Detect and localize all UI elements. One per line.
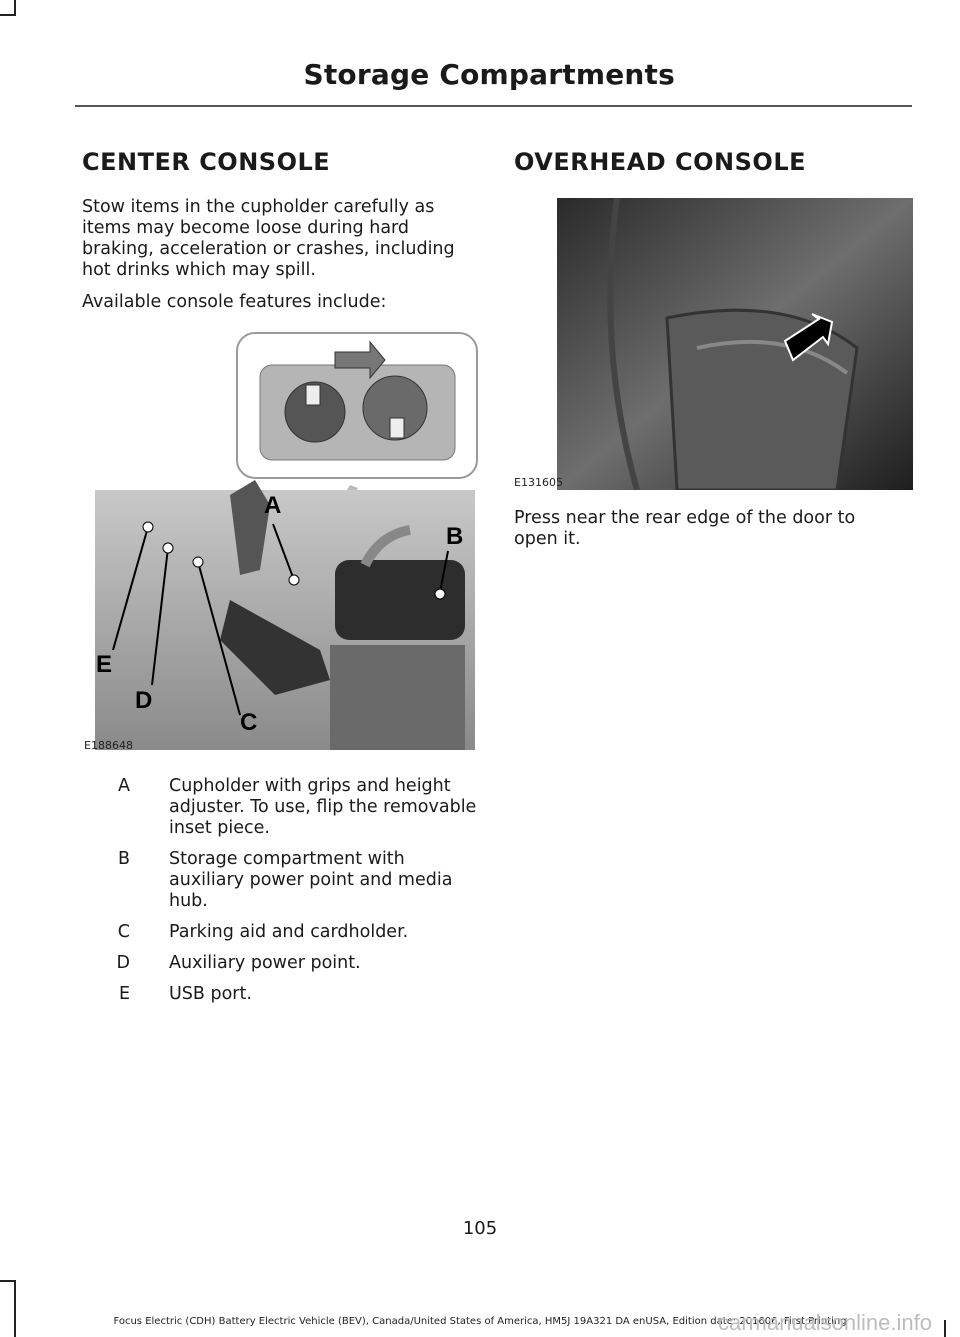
callout-dot-c: [193, 557, 203, 567]
callout-c: C: [240, 709, 258, 736]
page-number: 105: [462, 1218, 498, 1239]
features-intro: Available console features include:: [82, 292, 387, 312]
overhead-console-heading: OVERHEAD CONSOLE: [514, 148, 807, 176]
legend-text: USB port.: [169, 984, 252, 1004]
callout-dot-b: [435, 589, 445, 599]
callout-a: A: [264, 492, 282, 519]
legend-key: B: [117, 849, 130, 869]
console-front: [330, 645, 465, 750]
legend-text: Cupholder with grips and height adjuster. To use, flip the removable inset piece.: [169, 776, 477, 838]
center-console-intro: Stow items in the cupholder carefully as items may become loose during hard braking, acceleration or crashes, including hot drinks which may spill.: [82, 197, 455, 280]
legend-row-e: [100, 984, 480, 1005]
crop-mark: [14, 1280, 16, 1337]
callout-d: D: [135, 687, 153, 714]
callout-b: B: [446, 523, 464, 550]
legend-key: C: [117, 922, 130, 942]
legend-row-d: [100, 953, 480, 974]
overhead-console-figure-id: E131605: [514, 476, 563, 489]
crop-mark: [0, 14, 16, 16]
down-arrow-icon: [390, 418, 404, 438]
legend-row-a: [100, 776, 480, 839]
legend-text: Storage compartment with auxiliary power point and media hub.: [169, 849, 453, 911]
overhead-console-photo: [557, 198, 913, 490]
center-console-illustration: [80, 330, 480, 755]
callout-dot-d: [163, 543, 173, 553]
page-footer: Focus Electric (CDH) Battery Electric Vehicle (BEV), Canada/United States of America, HM5J 19A321 DA enUSA, Edition date: 201606, First Printing: [113, 1316, 847, 1327]
header-rule: [75, 105, 912, 107]
armrest-lid: [335, 560, 465, 640]
legend-key: D: [116, 953, 130, 973]
crop-mark: [0, 1280, 16, 1282]
legend-text: Parking aid and cardholder.: [169, 922, 409, 942]
legend-key: A: [118, 776, 130, 796]
up-arrow-icon: [306, 385, 320, 405]
legend-text: Auxiliary power point.: [169, 953, 361, 973]
callout-dot-a: [289, 575, 299, 585]
center-console-figure-id: E188648: [84, 739, 133, 752]
legend-key: E: [118, 984, 130, 1004]
overhead-console-instructions: Press near the rear edge of the door to open it.: [514, 508, 856, 549]
center-console-heading: CENTER CONSOLE: [82, 148, 331, 176]
page-title: Storage Compartments: [303, 58, 675, 91]
watermark: carmanualsonline.info: [717, 1310, 932, 1335]
feature-legend: [100, 776, 480, 1015]
callout-e: E: [96, 651, 113, 678]
legend-row-c: [100, 922, 480, 943]
callout-dot-e: [143, 522, 153, 532]
legend-row-b: [100, 849, 480, 912]
